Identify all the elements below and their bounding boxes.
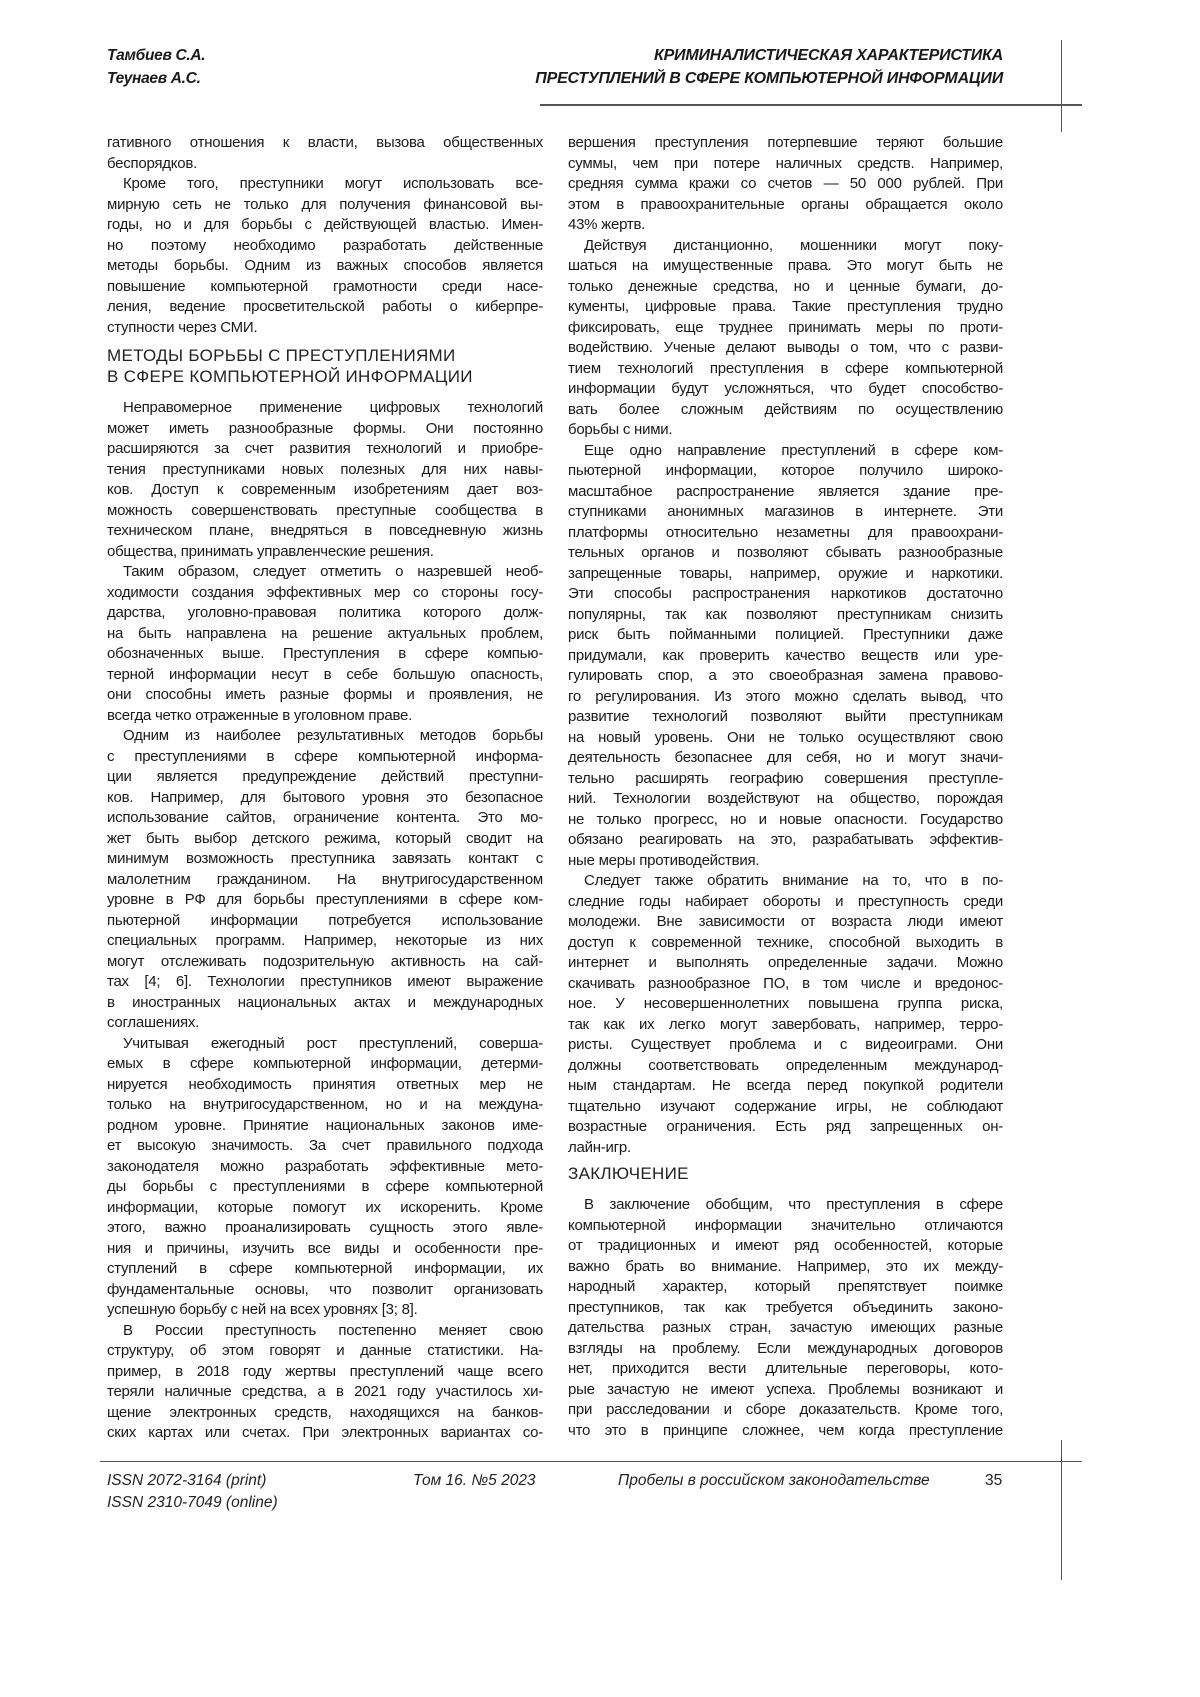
text-line: только денежные средства, но и ценные бумаги, до-: [568, 277, 1003, 298]
text-line: рые зачастую не имеют успеха. Проблемы возникают и: [568, 1380, 1003, 1401]
text-line: народный характер, который препятствует поимке: [568, 1277, 1003, 1298]
text-line: преступников, так как требуется объединить законо-: [568, 1298, 1003, 1319]
text-line: обозначенных выше. Преступления в сфере компью-: [107, 644, 543, 665]
text-line: законодателя можно разработать эффективные мето-: [107, 1157, 543, 1178]
text-line: что это в принципе сложнее, чем когда преступление: [568, 1421, 1003, 1442]
text-line: соглашениях.: [107, 1013, 543, 1034]
text-line: от традиционных и имеют ряд особенностей, которые: [568, 1236, 1003, 1257]
heading-line: МЕТОДЫ БОРЬБЫ С ПРЕСТУПЛЕНИЯМИ: [107, 345, 543, 366]
text-line: ды борьбы с преступлениями в сфере компьютерной: [107, 1177, 543, 1198]
text-line: успешную борьбу с ней на всех уровнях [3; 8].: [107, 1300, 543, 1321]
text-line: пьютерной информации потребуется использование: [107, 911, 543, 932]
text-line: должны соответствовать определенным международ-: [568, 1056, 1003, 1077]
text-line: тием технологий преступления в сфере компьютерной: [568, 359, 1003, 380]
text-line: техническом плане, внедряться в повседневную жизнь: [107, 521, 543, 542]
text-line: вать более сложным действиям по осуществлению: [568, 400, 1003, 421]
text-line: Учитывая ежегодный рост преступлений, соверша-: [107, 1034, 543, 1055]
text-line: расширяются за счет развития технологий и приобре-: [107, 439, 543, 460]
text-line: Таким образом, следует отметить о назревшей необ-: [107, 562, 543, 583]
text-line: родном уровне. Принятие национальных законов име-: [107, 1116, 543, 1137]
paragraph: [107, 398, 543, 562]
text-line: запрещенные товары, например, оружие и наркотики.: [568, 564, 1003, 585]
text-line: беспорядков.: [107, 154, 543, 175]
text-line: 43% жертв.: [568, 215, 1003, 236]
text-line: фиксировать, еще труднее принимать меры по проти-: [568, 318, 1003, 339]
text-line: методы борьбы. Одним из важных способов является: [107, 256, 543, 277]
text-line: всегда четко отраженные в уголовном праве.: [107, 706, 543, 727]
left-body: [107, 398, 543, 1444]
text-line: ные меры противодействия.: [568, 851, 1003, 872]
text-line: платформы относительно незаметны для правоохрани-: [568, 523, 1003, 544]
running-title-line-1: КРИМИНАЛИСТИЧЕСКАЯ ХАРАКТЕРИСТИКА: [654, 47, 1003, 65]
right-body: [568, 133, 1003, 1158]
paragraph: [107, 726, 543, 1034]
text-line: этого, важно проанализировать сущность этого явле-: [107, 1218, 543, 1239]
text-line: водействию. Ученые делают выводы о том, что с разви-: [568, 338, 1003, 359]
text-line: масштабное распространение является здание пре-: [568, 482, 1003, 503]
text-line: пьютерной информации, которое получило широко-: [568, 461, 1003, 482]
text-line: Неправомерное применение цифровых технологий: [107, 398, 543, 419]
text-line: следние годы набирает обороты и преступность среди: [568, 892, 1003, 913]
text-line: борьбы с ними.: [568, 420, 1003, 441]
text-line: ным стандартам. Не всегда перед покупкой родители: [568, 1076, 1003, 1097]
text-line: ков. Доступ к современным изобретениям дает воз-: [107, 480, 543, 501]
text-line: годы, но и для борьбы с действующей властью. Имен-: [107, 215, 543, 236]
text-line: гулировать спор, а это своеобразная замена правово-: [568, 666, 1003, 687]
text-line: В России преступность постепенно меняет свою: [107, 1321, 543, 1342]
text-line: суммы, чем при потере наличных средств. Например,: [568, 154, 1003, 175]
paragraph: [107, 562, 543, 726]
text-line: они способны иметь разные формы и проявления, не: [107, 685, 543, 706]
header-rule: [540, 104, 1082, 106]
text-line: при расследовании и сборе доказательств. Кроме того,: [568, 1400, 1003, 1421]
section-heading-methods: [107, 345, 543, 387]
text-line: скачивать разнообразное ПО, в том числе и вредонос-: [568, 974, 1003, 995]
text-line: лайн-игр.: [568, 1138, 1003, 1159]
text-line: ния и причины, изучить все виды и особенности пре-: [107, 1239, 543, 1260]
text-line: использование сайтов, ограничение контента. Это мо-: [107, 808, 543, 829]
text-line: но поэтому необходимо разработать действенные: [107, 236, 543, 257]
text-line: не только прогресс, но и новые опасности. Государство: [568, 810, 1003, 831]
running-title-line-2: ПРЕСТУПЛЕНИЙ В СФЕРЕ КОМПЬЮТЕРНОЙ ИНФОРМАЦИИ: [535, 70, 1003, 88]
volume-issue: Том 16. №5 2023: [413, 1472, 536, 1490]
text-line: шаться на имущественные права. Это могут быть не: [568, 256, 1003, 277]
text-line: информации будут усложняться, что будет способство-: [568, 379, 1003, 400]
text-line: повышение компьютерной грамотности среди насе-: [107, 277, 543, 298]
text-line: жет быть выбор детского режима, который сводит на: [107, 829, 543, 850]
text-line: интернет и выполнять определенные задачи. Можно: [568, 953, 1003, 974]
text-line: ное. У несовершеннолетних повышена группа риска,: [568, 994, 1003, 1015]
text-line: ских картах или счетах. При электронных вариантах со-: [107, 1423, 543, 1444]
text-line: структуру, об этом говорят и данные статистики. На-: [107, 1341, 543, 1362]
text-line: этом в правоохранительные органы обращается около: [568, 195, 1003, 216]
text-line: общества, принимать управленческие решения.: [107, 542, 543, 563]
author-2: Теунаев А.С.: [107, 70, 201, 88]
text-line: информации, которые помогут их искоренить. Кроме: [107, 1198, 543, 1219]
text-line: тения преступниками новых полезных для них навы-: [107, 460, 543, 481]
paragraph: [107, 1321, 543, 1444]
text-line: придумали, как проверить качество веществ или уре-: [568, 646, 1003, 667]
text-line: тельно расширять географию совершения преступле-: [568, 769, 1003, 790]
heading-line: В СФЕРЕ КОМПЬЮТЕРНОЙ ИНФОРМАЦИИ: [107, 366, 543, 387]
paragraph: [107, 174, 543, 338]
text-line: компьютерной информации значительно отличаются: [568, 1216, 1003, 1237]
text-line: молодежи. Вне зависимости от возраста люди имеют: [568, 912, 1003, 933]
text-line: ции является предупреждение действий преступни-: [107, 767, 543, 788]
section-heading-conclusion: ЗАКЛЮЧЕНИЕ: [568, 1163, 1003, 1184]
text-line: специальных программ. Например, некоторые из них: [107, 931, 543, 952]
text-line: нируется необходимость принятия ответных мер не: [107, 1075, 543, 1096]
conclusion-body: [568, 1195, 1003, 1441]
text-line: развитие технологий позволяют выйти преступникам: [568, 707, 1003, 728]
text-line: на быть направлена на решение актуальных проблем,: [107, 624, 543, 645]
text-line: ступности через СМИ.: [107, 318, 543, 339]
text-line: ступниками анонимных магазинов в интернете. Эти: [568, 502, 1003, 523]
text-line: обязано реагировать на это, разрабатывать эффектив-: [568, 830, 1003, 851]
paragraph: [568, 236, 1003, 441]
text-line: так как их легко могут завербовать, например, терро-: [568, 1015, 1003, 1036]
issn-print: ISSN 2072-3164 (print): [107, 1472, 266, 1490]
text-line: можность совершенствовать преступные сообщества в: [107, 501, 543, 522]
text-line: только на внутригосударственном, но и на междуна-: [107, 1095, 543, 1116]
author-1: Тамбиев С.А.: [107, 47, 205, 65]
text-line: щение электронных средств, находящихся на банков-: [107, 1403, 543, 1424]
text-line: возрастные ограничения. Есть ряд запрещенных он-: [568, 1117, 1003, 1138]
text-line: Действуя дистанционно, мошенники могут поку-: [568, 236, 1003, 257]
text-line: риск быть пойманными полицией. Преступники даже: [568, 625, 1003, 646]
paragraph: [568, 871, 1003, 1158]
paragraph: [107, 1034, 543, 1321]
text-line: дарства, уголовно-правовая политика которого долж-: [107, 603, 543, 624]
text-line: может иметь разнообразные формы. Они постоянно: [107, 419, 543, 440]
text-line: могут отслеживать подозрительную активность на сай-: [107, 952, 543, 973]
text-line: ний. Технологии воздействуют на общество, порождая: [568, 789, 1003, 810]
text-line: нет, приходится вести длительные переговоры, кото-: [568, 1359, 1003, 1380]
text-line: гативного отношения к власти, вызова общественных: [107, 133, 543, 154]
text-line: малолетним гражданином. На внутригосударственном: [107, 870, 543, 891]
text-line: вершения преступления потерпевшие теряют большие: [568, 133, 1003, 154]
paragraph: [568, 133, 1003, 236]
text-line: взгляды на проблему. Если международных договоров: [568, 1339, 1003, 1360]
text-line: ходимости создания эффективных мер со стороны госу-: [107, 583, 543, 604]
text-line: В заключение обобщим, что преступления в сфере: [568, 1195, 1003, 1216]
header-vertical-rule: [1061, 40, 1062, 132]
issn-online: ISSN 2310-7049 (online): [107, 1494, 278, 1512]
text-line: ступлений в сфере компьютерной информации, их: [107, 1259, 543, 1280]
left-intro: [107, 133, 543, 338]
text-line: популярны, так как позволяют преступникам снизить: [568, 605, 1003, 626]
text-line: мирную сеть не только для получения финансовой вы-: [107, 195, 543, 216]
text-line: с преступлениями в сфере компьютерной информа-: [107, 747, 543, 768]
text-line: терной информации несут в себе большую опасность,: [107, 665, 543, 686]
text-line: ристы. Существует проблема и с видеоиграми. Они: [568, 1035, 1003, 1056]
text-line: тельных органов и позволяют сбывать разнообразные: [568, 543, 1003, 564]
paragraph: [107, 133, 543, 174]
text-line: Одним из наиболее результативных методов борьбы: [107, 726, 543, 747]
paragraph: [568, 441, 1003, 872]
text-line: минимум возможность преступника завязать контакт с: [107, 849, 543, 870]
text-line: емых в сфере компьютерной информации, детерми-: [107, 1054, 543, 1075]
text-line: ков. Например, для бытового уровня это безопасное: [107, 788, 543, 809]
text-line: Еще одно направление преступлений в сфере ком-: [568, 441, 1003, 462]
page-number: 35: [985, 1472, 1002, 1490]
text-line: Эти способы распространения наркотиков достаточно: [568, 584, 1003, 605]
text-line: в иностранных национальных актах и международных: [107, 993, 543, 1014]
footer-vertical-rule: [1061, 1440, 1062, 1580]
text-line: дательства разных стран, зачастую имеющих разные: [568, 1318, 1003, 1339]
text-line: уровне в РФ для борьбы преступлениями в сфере ком-: [107, 890, 543, 911]
text-line: ления, ведение просветительской работы о киберпре-: [107, 297, 543, 318]
text-line: тах [4; 6]. Технологии преступников имеют выражение: [107, 972, 543, 993]
text-line: деятельность безопаснее для себя, но и могут значи-: [568, 748, 1003, 769]
footer-rule: [100, 1461, 1082, 1462]
text-line: кументы, цифровые права. Такие преступления трудно: [568, 297, 1003, 318]
text-line: теряли наличные средства, а в 2021 году участилось хи-: [107, 1382, 543, 1403]
text-line: Следует также обратить внимание на то, что в по-: [568, 871, 1003, 892]
text-line: Кроме того, преступники могут использовать все-: [107, 174, 543, 195]
text-line: средняя сумма кражи со счетов — 50 000 рублей. При: [568, 174, 1003, 195]
text-line: доступ к современной технике, способной выходить в: [568, 933, 1003, 954]
text-line: фундаментальные основы, что позволит организовать: [107, 1280, 543, 1301]
text-line: ет высокую значимость. За счет правильного подхода: [107, 1136, 543, 1157]
journal-name: Пробелы в российском законодательстве: [618, 1472, 930, 1490]
text-line: пример, в 2018 году жертвы преступлений чаще всего: [107, 1362, 543, 1383]
text-line: го регулирования. Из этого можно сделать вывод, что: [568, 687, 1003, 708]
text-line: важно брать во внимание. Например, это их между-: [568, 1257, 1003, 1278]
text-line: тщательно изучают содержание игры, не соблюдают: [568, 1097, 1003, 1118]
paragraph: [568, 1195, 1003, 1441]
text-line: на новый уровень. Они не только осуществляют свою: [568, 728, 1003, 749]
